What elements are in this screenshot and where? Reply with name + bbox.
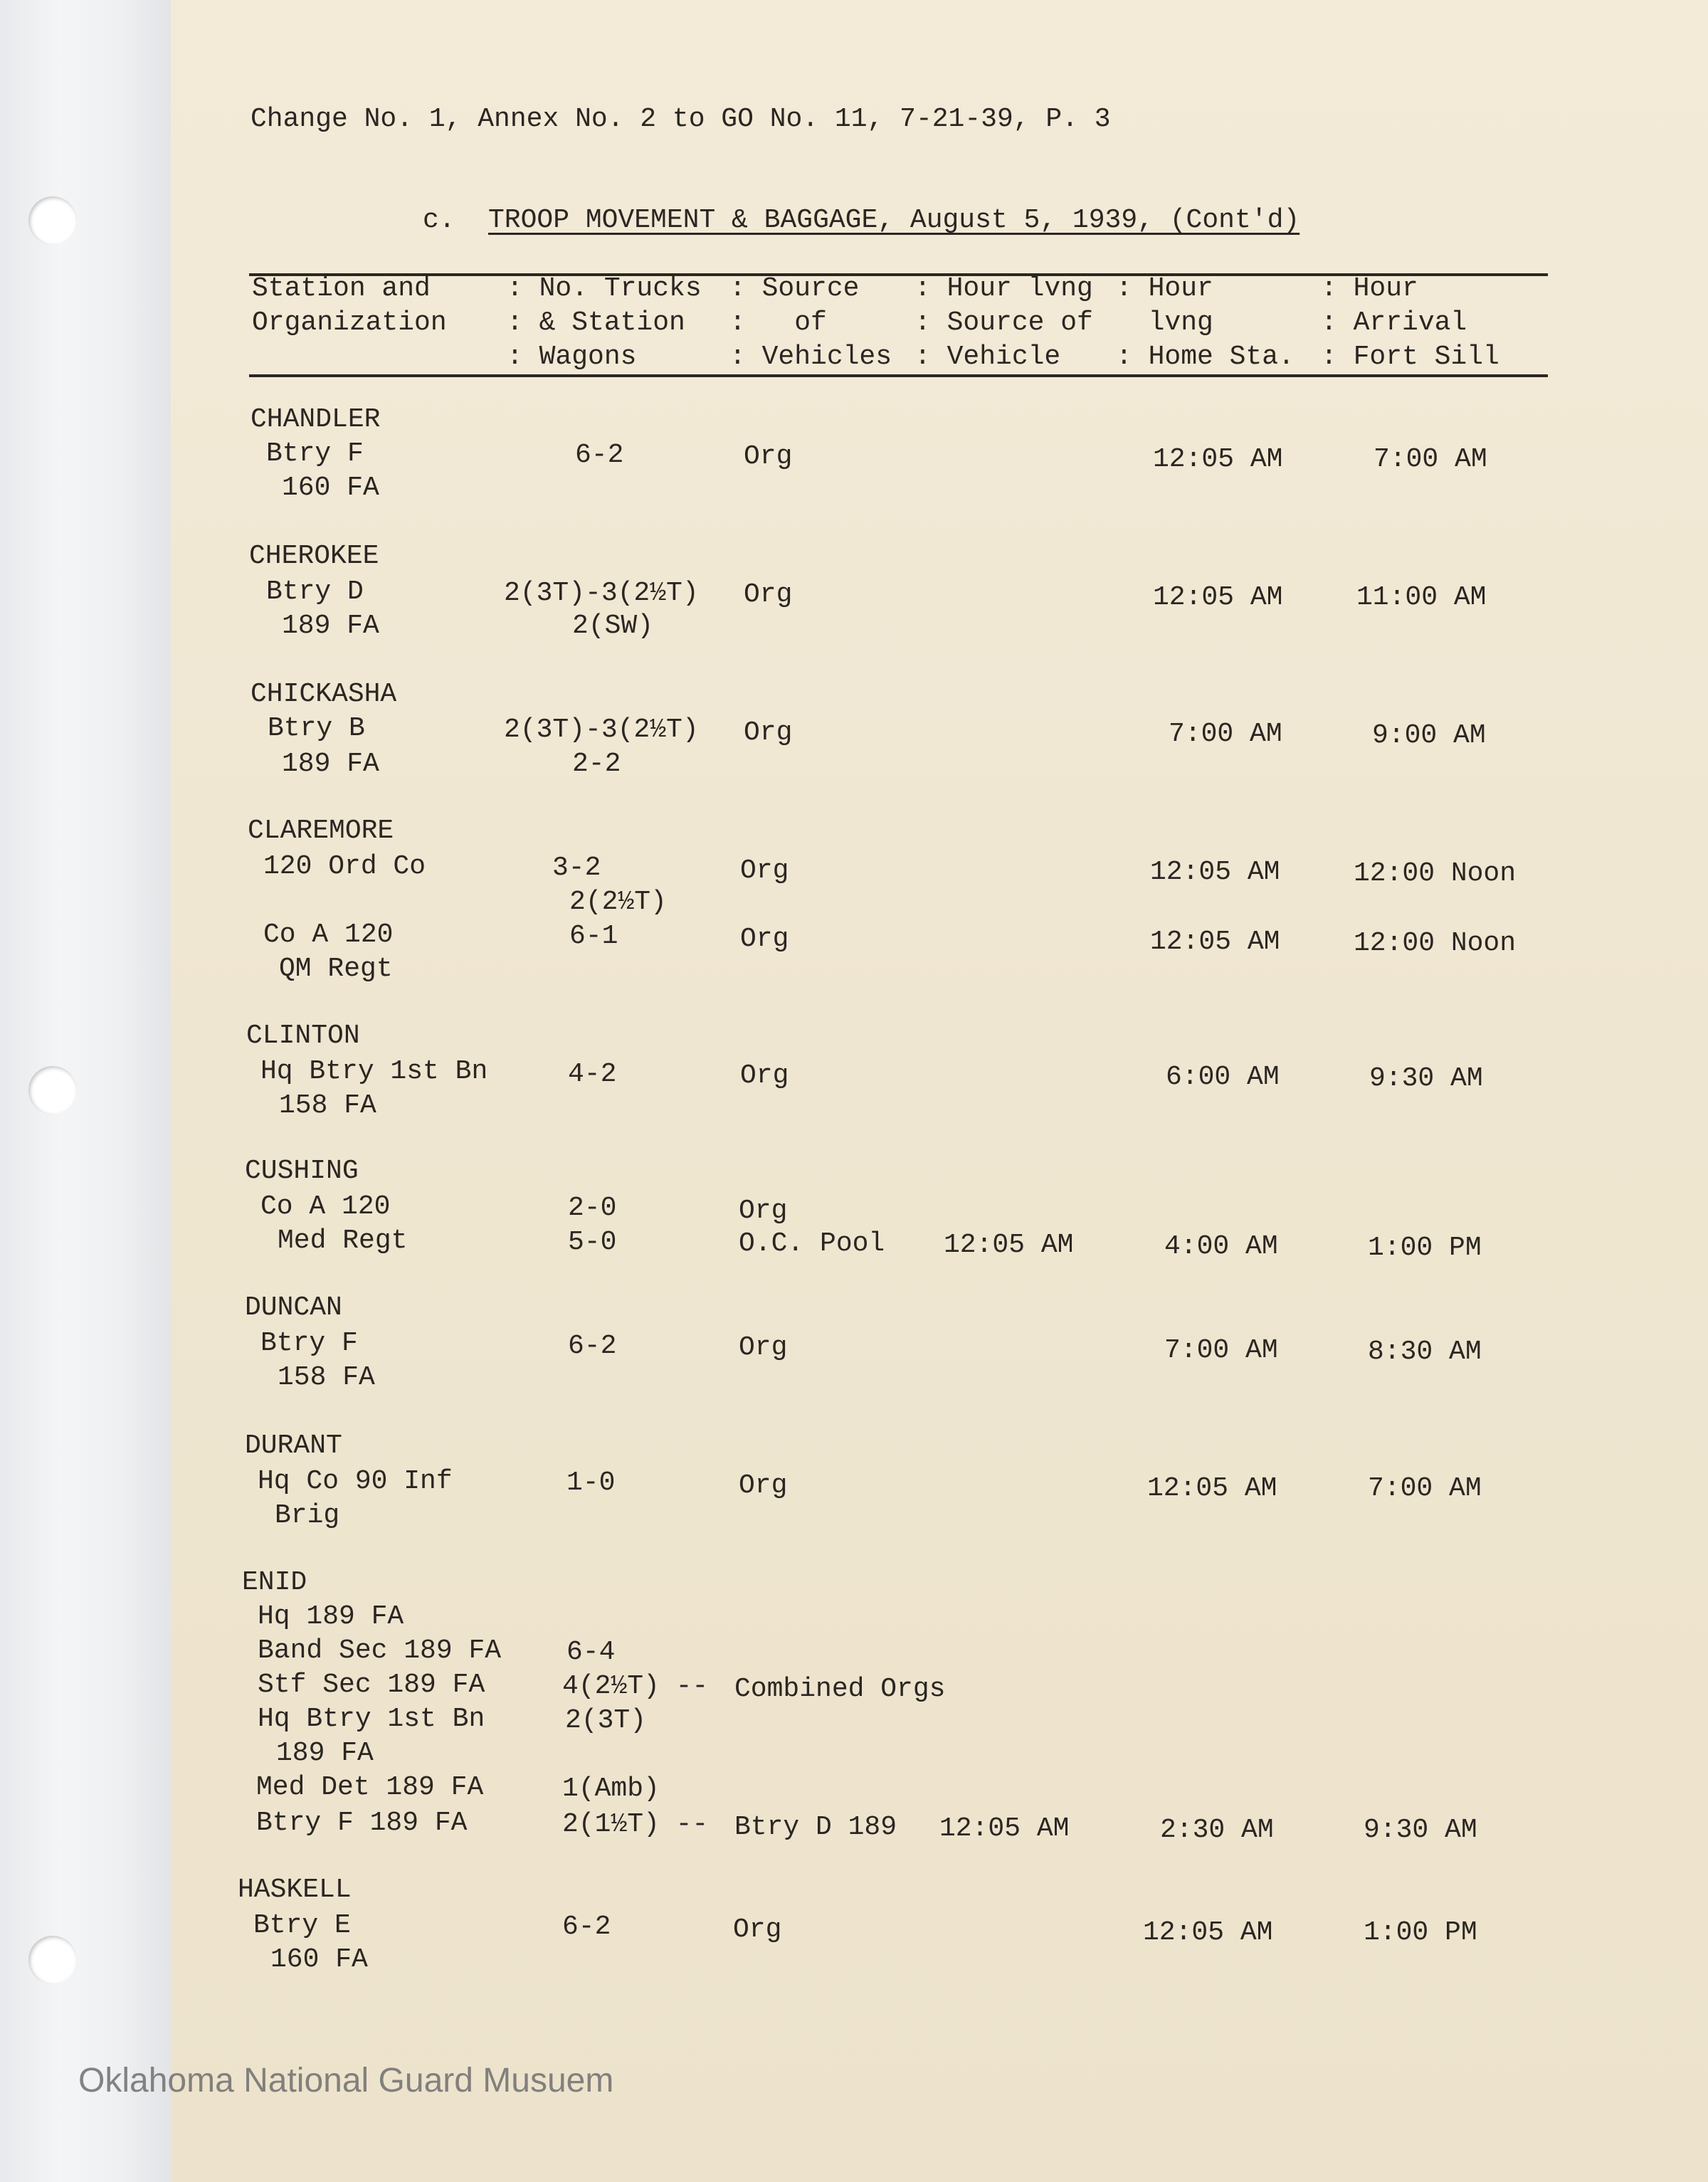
source-value: Org [740, 1060, 789, 1091]
org-line: Hq Co 90 Inf [258, 1466, 453, 1497]
org-line: Btry E [253, 1910, 351, 1941]
org-line: Hq Btry 1st Bn [258, 1704, 485, 1734]
station-name: ENID [242, 1567, 307, 1598]
station-name: DUNCAN [245, 1292, 342, 1323]
source-value: Org [744, 579, 793, 610]
source-value: Org [744, 717, 793, 748]
hour-arrival-value: 12:00 Noon [1354, 858, 1517, 889]
source-value: Btry D 189 [734, 1812, 897, 1843]
hour-arrival-value: 1:00 PM [1364, 1917, 1477, 1948]
hour-home-value: 6:00 AM [1166, 1062, 1280, 1092]
trucks-value: 2-0 [568, 1193, 617, 1223]
trucks-value: 6-4 [566, 1637, 616, 1667]
trucks-value: 2(1½T) -- [562, 1809, 709, 1840]
trucks-value: 6-2 [568, 1331, 617, 1361]
section-title: TROOP MOVEMENT & BAGGAGE, August 5, 1939, (Cont'd) [488, 205, 1300, 236]
station-name: CHEROKEE [249, 541, 379, 571]
hour-home-value: 12:05 AM [1147, 1473, 1277, 1504]
trucks-value: 1(Amb) [562, 1773, 660, 1804]
punch-hole [28, 1936, 77, 1984]
punch-hole [28, 1066, 77, 1114]
hour-arrival-value: 9:30 AM [1369, 1063, 1483, 1094]
org-line: Co A 120 [263, 919, 394, 950]
source-value: Org [733, 1914, 782, 1945]
trucks-value: 2(3T)-3(2½T) [504, 578, 699, 608]
source-value: Org [740, 924, 789, 954]
hour-arrival-value: 11:00 AM [1356, 582, 1487, 613]
trucks-value: 4-2 [568, 1059, 617, 1090]
hour-arrival-value: 1:00 PM [1368, 1233, 1482, 1263]
org-line: 160 FA [282, 473, 379, 503]
source-value: Org [739, 1332, 788, 1363]
org-line: Med Det 189 FA [256, 1772, 484, 1803]
station-name: CLINTON [246, 1021, 360, 1051]
hour-arrival-value: 9:30 AM [1364, 1815, 1477, 1845]
org-line: Btry B [268, 713, 365, 744]
hour-source-value: 12:05 AM [944, 1230, 1074, 1260]
table-header-rule [249, 374, 1548, 377]
trucks-value: 6-1 [569, 921, 618, 952]
station-name: CHANDLER [251, 404, 381, 435]
trucks-value: 2-2 [572, 749, 621, 779]
section-letter: c. [423, 205, 455, 236]
hour-home-value: 7:00 AM [1169, 719, 1282, 749]
org-line: Stf Sec 189 FA [258, 1670, 485, 1700]
museum-watermark: Oklahoma National Guard Musuem [78, 2062, 614, 2099]
hour-home-value: 12:05 AM [1150, 857, 1280, 887]
source-value: Org [739, 1470, 788, 1501]
trucks-value: 5-0 [568, 1227, 617, 1258]
org-line: 160 FA [270, 1944, 368, 1975]
org-line: 189 FA [276, 1738, 374, 1769]
station-name: DURANT [245, 1430, 342, 1461]
hour-home-value: 12:05 AM [1153, 444, 1283, 475]
trucks-value: 2(SW) [572, 611, 654, 641]
org-line: Btry F 189 FA [256, 1808, 468, 1838]
punch-hole [28, 196, 77, 245]
hour-arrival-value: 7:00 AM [1374, 444, 1487, 475]
trucks-value: 3-2 [552, 853, 601, 883]
hour-home-value: 7:00 AM [1164, 1335, 1278, 1366]
trucks-value: 6-2 [575, 440, 624, 470]
org-line: Med Regt [278, 1226, 408, 1256]
source-value: O.C. Pool [739, 1228, 885, 1259]
org-line: Co A 120 [260, 1191, 391, 1222]
org-line: 158 FA [279, 1090, 376, 1121]
trucks-value: 2(3T)-3(2½T) [504, 715, 699, 745]
hour-arrival-value: 9:00 AM [1372, 720, 1486, 751]
org-line: 189 FA [282, 749, 379, 779]
hour-home-value: 2:30 AM [1160, 1815, 1274, 1845]
org-line: Hq 189 FA [258, 1601, 404, 1632]
station-name: HASKELL [238, 1875, 352, 1905]
station-name: CHICKASHA [251, 679, 397, 710]
trucks-value: 6-2 [562, 1912, 611, 1942]
source-value: Org [739, 1196, 788, 1226]
org-line: Brig [275, 1500, 340, 1531]
org-line: 158 FA [278, 1362, 375, 1393]
hour-arrival-value: 8:30 AM [1368, 1337, 1482, 1367]
source-value: Org [744, 441, 793, 472]
station-name: CLAREMORE [248, 816, 394, 846]
hour-home-value: 12:05 AM [1143, 1917, 1273, 1948]
org-line: Hq Btry 1st Bn [260, 1056, 488, 1087]
trucks-value: 2(2½T) [569, 887, 667, 917]
binder-strip [0, 0, 171, 2182]
hour-home-value: 12:05 AM [1153, 582, 1283, 613]
hour-home-value: 12:05 AM [1150, 927, 1280, 957]
trucks-value: 4(2½T) -- [562, 1671, 709, 1702]
station-name: CUSHING [245, 1156, 359, 1186]
hour-arrival-value: 12:00 Noon [1354, 928, 1517, 959]
org-line: 120 Ord Co [263, 851, 426, 882]
org-line: Btry F [260, 1328, 358, 1359]
org-line: 189 FA [282, 611, 379, 641]
trucks-value: 1-0 [566, 1467, 616, 1498]
hour-source-value: 12:05 AM [939, 1813, 1070, 1844]
source-value: Combined Orgs [734, 1674, 946, 1704]
org-line: Btry D [266, 576, 364, 607]
org-line: Band Sec 189 FA [258, 1635, 502, 1666]
source-value: Org [740, 855, 789, 886]
hour-arrival-value: 7:00 AM [1368, 1473, 1482, 1504]
page-header: Change No. 1, Annex No. 2 to GO No. 11, 7-21-39, P. 3 [251, 104, 1111, 135]
org-line: QM Regt [279, 954, 393, 984]
org-line: Btry F [266, 438, 364, 469]
hour-home-value: 4:00 AM [1164, 1231, 1278, 1262]
trucks-value: 2(3T) [565, 1705, 647, 1736]
